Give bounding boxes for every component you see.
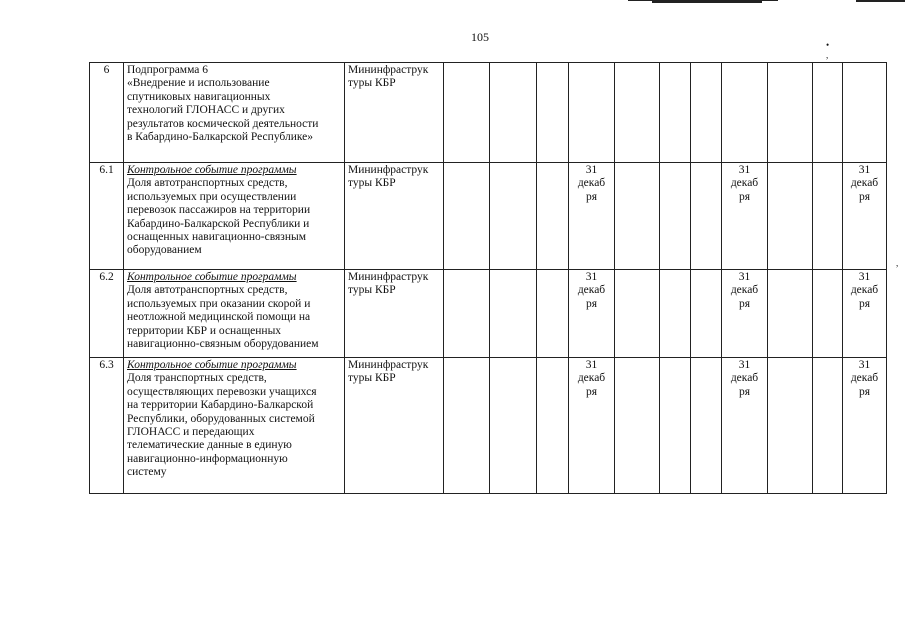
deadline-cell: [843, 270, 887, 358]
empty-cell: [813, 163, 843, 270]
deadline-cell: [843, 163, 887, 270]
deadline-text-line: декаб: [577, 372, 606, 385]
executor-text-line: туры КБР: [348, 77, 396, 90]
empty-cell: [768, 270, 813, 358]
activity-text-line: Республики, оборудованных системой: [127, 412, 315, 425]
control-event-title: Контрольное событие программы: [127, 271, 297, 283]
deadline-text-line: декаб: [577, 177, 606, 190]
control-event-title: Контрольное событие программы: [127, 359, 297, 371]
executor-text-line: Мининфраструк: [348, 64, 429, 76]
empty-cell: [490, 358, 537, 494]
executor-text-line: туры КБР: [348, 372, 396, 385]
page-number: 105: [471, 30, 489, 44]
activity-text-line: Подпрограмма 6: [127, 64, 209, 76]
empty-cell: [660, 63, 691, 163]
empty-cell: [615, 358, 660, 494]
deadline-text-line: 31: [585, 271, 598, 283]
table-row: [90, 163, 887, 270]
deadline-text-line: декаб: [850, 284, 879, 297]
deadline-text-line: декаб: [577, 284, 606, 297]
row-number: 6: [90, 63, 124, 163]
deadline-text-line: ря: [585, 385, 598, 398]
activity-text-line: территории КБР и оснащенных: [127, 324, 282, 337]
deadline-cell: [722, 63, 768, 163]
deadline-cell: [843, 358, 887, 494]
scan-speck: ,: [896, 258, 899, 268]
deadline-cell: [569, 358, 615, 494]
activity-text-line: неотложной медицинской помощи на: [127, 311, 311, 324]
deadline-text-line: декаб: [850, 177, 879, 190]
activity-text-line: на территории Кабардино-Балкарской: [127, 399, 314, 412]
executor-cell: [345, 270, 444, 358]
deadline-text-line: декаб: [730, 372, 759, 385]
activity-text-line: результатов космической деятельности: [127, 117, 319, 130]
empty-cell: [813, 358, 843, 494]
scan-specks: • ,: [826, 40, 860, 60]
executor-text-line: туры КБР: [348, 284, 396, 297]
program-table: [89, 62, 887, 494]
deadline-text-line: 31: [858, 164, 871, 176]
executor-cell: [345, 163, 444, 270]
control-event-title: Контрольное событие программы: [127, 164, 297, 176]
empty-cell: [615, 163, 660, 270]
deadline-text-line: 31: [738, 359, 751, 371]
activity-text-line: систему: [127, 466, 167, 479]
activity-text-line: телематические данные в единую: [127, 439, 292, 452]
deadline-text-line: декаб: [850, 372, 879, 385]
deadline-text-line: ря: [858, 190, 871, 203]
activity-cell: [124, 163, 345, 270]
deadline-text-line: ря: [585, 190, 598, 203]
deadline-cell: [722, 270, 768, 358]
table-row: [90, 358, 887, 494]
empty-cell: [813, 270, 843, 358]
activity-cell: [124, 358, 345, 494]
empty-cell: [660, 270, 691, 358]
scan-artifact-line: [652, 1, 762, 3]
empty-cell: [537, 63, 569, 163]
empty-cell: [768, 163, 813, 270]
deadline-cell: [843, 63, 887, 163]
empty-cell: [660, 358, 691, 494]
deadline-text-line: ря: [738, 297, 751, 310]
activity-text-line: спутниковых навигационных: [127, 90, 271, 103]
activity-text-line: оборудованием: [127, 244, 202, 257]
deadline-text-line: 31: [585, 359, 598, 371]
activity-text-line: оснащенных навигационно-связным: [127, 231, 307, 244]
executor-text-line: Мининфраструк: [348, 164, 429, 176]
deadline-cell: [569, 270, 615, 358]
executor-text-line: Мининфраструк: [348, 359, 429, 371]
executor-cell: [345, 63, 444, 163]
executor-text-line: туры КБР: [348, 177, 396, 190]
activity-text-line: «Внедрение и использование: [127, 77, 270, 90]
activity-cell: [124, 270, 345, 358]
empty-cell: [691, 270, 722, 358]
row-number: 6.3: [90, 358, 124, 494]
deadline-text-line: 31: [738, 164, 751, 176]
activity-text-line: навигационно-информационную: [127, 452, 288, 465]
activity-text-line: Доля автотранспортных средств,: [127, 284, 288, 297]
executor-text-line: Мининфраструк: [348, 271, 429, 283]
table-row: [90, 270, 887, 358]
empty-cell: [615, 270, 660, 358]
empty-cell: [768, 63, 813, 163]
activity-text-line: навигационно-связным оборудованием: [127, 338, 319, 351]
activity-text-line: Доля транспортных средств,: [127, 372, 267, 385]
empty-cell: [537, 163, 569, 270]
scan-artifact-line: [856, 0, 905, 2]
activity-text-line: используемых при осуществлении: [127, 190, 297, 203]
deadline-text-line: ря: [858, 385, 871, 398]
empty-cell: [768, 358, 813, 494]
empty-cell: [444, 358, 490, 494]
deadline-text-line: ря: [585, 297, 598, 310]
deadline-text-line: 31: [858, 359, 871, 371]
empty-cell: [813, 63, 843, 163]
empty-cell: [537, 270, 569, 358]
deadline-text-line: декаб: [730, 177, 759, 190]
activity-text-line: Кабардино-Балкарской Республики и: [127, 217, 310, 230]
deadline-cell: [569, 63, 615, 163]
empty-cell: [490, 163, 537, 270]
deadline-text-line: ря: [858, 297, 871, 310]
row-number: 6.2: [90, 270, 124, 358]
deadline-text-line: 31: [585, 164, 598, 176]
deadline-text-line: 31: [858, 271, 871, 283]
activity-text-line: используемых при оказании скорой и: [127, 297, 311, 310]
table-row: [90, 63, 887, 163]
empty-cell: [615, 63, 660, 163]
deadline-text-line: ря: [738, 385, 751, 398]
activity-text-line: технологий ГЛОНАСС и других: [127, 104, 285, 117]
empty-cell: [537, 358, 569, 494]
deadline-text-line: ря: [738, 190, 751, 203]
deadline-cell: [722, 358, 768, 494]
deadline-cell: [722, 163, 768, 270]
activity-text-line: в Кабардино-Балкарской Республике»: [127, 131, 314, 144]
deadline-text-line: 31: [738, 271, 751, 283]
activity-text-line: Доля автотранспортных средств,: [127, 177, 288, 190]
empty-cell: [691, 63, 722, 163]
activity-text-line: перевозок пассажиров на территории: [127, 204, 311, 217]
activity-text-line: осуществляющих перевозки учащихся: [127, 385, 317, 398]
activity-cell: [124, 63, 345, 163]
empty-cell: [660, 163, 691, 270]
deadline-text-line: декаб: [730, 284, 759, 297]
empty-cell: [444, 163, 490, 270]
activity-text-line: ГЛОНАСС и передающих: [127, 426, 255, 439]
executor-cell: [345, 358, 444, 494]
empty-cell: [490, 270, 537, 358]
empty-cell: [490, 63, 537, 163]
row-number: 6.1: [90, 163, 124, 270]
empty-cell: [691, 163, 722, 270]
empty-cell: [444, 63, 490, 163]
empty-cell: [691, 358, 722, 494]
empty-cell: [444, 270, 490, 358]
deadline-cell: [569, 163, 615, 270]
